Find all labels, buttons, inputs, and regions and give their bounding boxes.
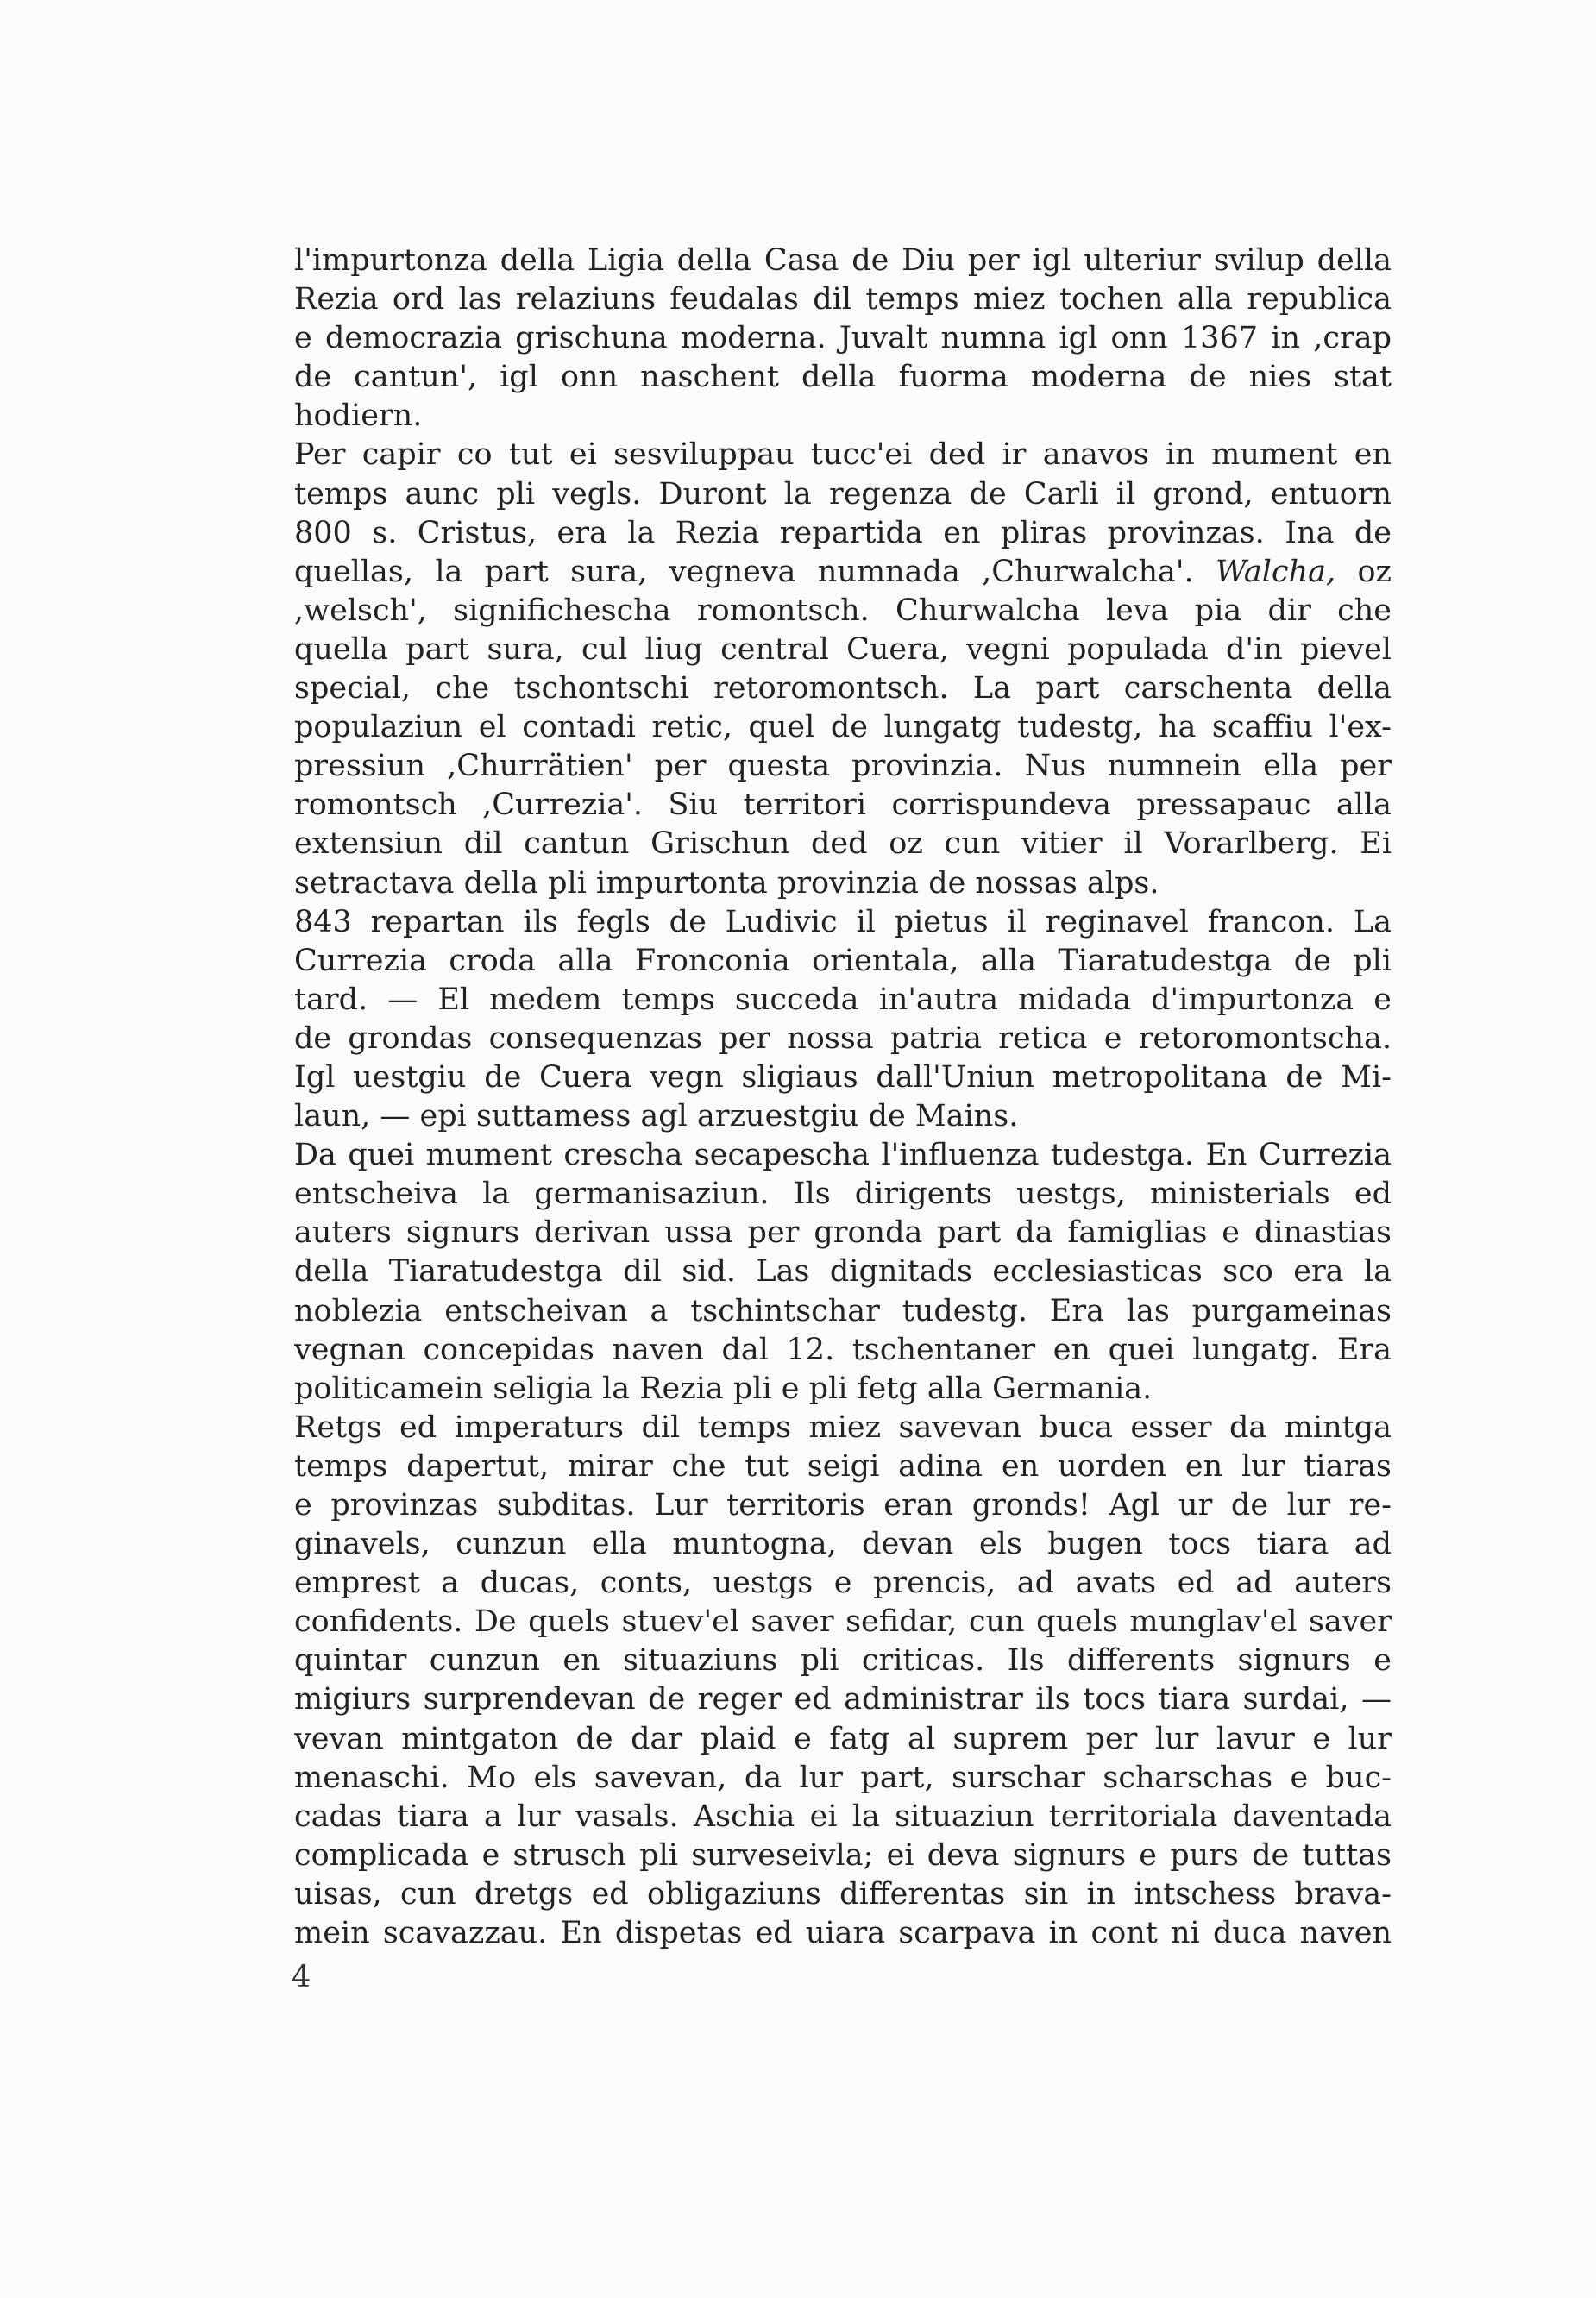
text-line: hodiern. (294, 399, 423, 434)
text-line: quellas, la part sura, vegneva numnada ,Churwalcha'. Walcha, oz (294, 554, 1392, 589)
text-line: de grondas consequenzas per nossa patria retica e retoromontscha. (294, 1020, 1392, 1056)
text-line: tard. — El medem temps succeda in'autra midada d'impurtonza e (294, 982, 1392, 1017)
emphasis-word: Walcha, (1216, 554, 1336, 589)
text-line: Retgs ed imperaturs dil temps miez savevan buca esser da mintga (294, 1410, 1392, 1445)
text-line: emprest a ducas, conts, uestgs e prencis, ad avats ed ad auters (294, 1566, 1392, 1601)
text-line: temps aunc pli vegls. Duront la regenza de Carli il grond, entuorn (294, 476, 1392, 512)
text-line: Da quei mument crescha secapescha l'influenza tudestga. En Currezia (294, 1138, 1392, 1173)
text-line: migiurs surprendevan de reger ed administrar ils tocs tiara surdai, — (294, 1682, 1392, 1717)
text-line: pressiun ,Churrätien' per questa provinzia. Nus numnein ella per (294, 749, 1392, 784)
text-line: e provinzas subditas. Lur territoris eran gronds! Agl ur de lur re- (294, 1488, 1392, 1523)
text-line: populaziun el contadi retic, quel de lungatg tudestg, ha scaffiu l'ex- (294, 710, 1392, 745)
text-line: de cantun', igl onn naschent della fuorma moderna de nies stat (294, 360, 1392, 395)
text-line: laun, — epi suttamess agl arzuestgiu de Mains. (294, 1099, 1019, 1134)
text-line: confidents. De quels stuev'el saver sefidar, cun quels munglav'el saver (294, 1604, 1392, 1640)
text-line: romontsch ,Currezia'. Siu territori corrispundeva pressapauc alla (294, 788, 1392, 823)
text-line: Igl uestgiu de Cuera vegn sligiaus dall'Uniun metropolitana de Mi- (294, 1059, 1392, 1095)
text-line: extensiun dil cantun Grischun ded oz cun vitier il Vorarlberg. Ei (294, 826, 1392, 862)
text-line: auters signurs derivan ussa per gronda part da famiglias e dinastias (294, 1215, 1392, 1251)
text-line: della Tiaratudestga dil sid. Las dignitads ecclesiasticas sco era la (294, 1254, 1392, 1290)
text-line: 800 s. Cristus, era la Rezia repartida en pliras provinzas. Ina de (294, 515, 1392, 550)
text-line: quintar cunzun en situaziuns pli criticas. Ils differents signurs e (294, 1643, 1392, 1679)
text-line: setractava della pli impurtonta provinzia de nossas alps. (294, 865, 1159, 901)
text-line: entscheiva la germanisaziun. Ils dirigents uestgs, ministerials ed (294, 1177, 1392, 1212)
text-line: temps dapertut, mirar che tut seigi adina en uorden en lur tiaras (294, 1448, 1392, 1484)
text-line: menaschi. Mo els savevan, da lur part, surschar scharschas e buc- (294, 1760, 1392, 1795)
text-line: ginavels, cunzun ella muntogna, devan els bugen tocs tiara ad (294, 1527, 1392, 1562)
text-line: complicada e strusch pli surveseivla; ei deva signurs e purs de tuttas (294, 1837, 1392, 1873)
text-line: mein scavazzau. En dispetas ed uiara scarpava in cont ni duca naven (294, 1916, 1392, 1951)
text-line: Per capir co tut ei sesviluppau tucc'ei ded ir anavos in mument en (294, 437, 1392, 473)
page-number: 4 (292, 1960, 311, 1994)
text-line: quella part sura, cul liug central Cuera, vegni populada d'in pievel (294, 631, 1392, 667)
text-line: l'impurtonza della Ligia della Casa de Diu per igl ulteriur svilup della (294, 243, 1392, 278)
text-line: politicamein seligia la Rezia pli e pli fetg alla Germania. (294, 1371, 1153, 1406)
text-line: e democrazia grischuna moderna. Juvalt numna igl onn 1367 in ,crap (294, 321, 1392, 356)
text-line: ,welsch', significhescha romontsch. Churwalcha leva pia dir che (294, 593, 1392, 628)
text-line: vegnan concepidas naven dal 12. tschentaner en quei lungatg. Era (294, 1332, 1392, 1367)
text-line: uisas, cun dretgs ed obligaziuns differentas sin in intschess brava- (294, 1876, 1392, 1912)
text-line: Rezia ord las relaziuns feudalas dil temps miez tochen alla republica (294, 282, 1392, 317)
text-line: vevan mintgaton de dar plaid e fatg al suprem per lur lavur e lur (294, 1721, 1392, 1756)
text-line: 843 repartan ils fegls de Ludivic il pietus il reginavel francon. La (294, 904, 1392, 939)
text-line: Currezia croda alla Fronconia orientala, alla Tiaratudestga de pli (294, 943, 1392, 978)
text-line: noblezia entscheivan a tschintschar tudestg. Era las purgameinas (294, 1293, 1392, 1328)
text-line: special, che tschontschi retoromontsch. La part carschenta della (294, 671, 1392, 706)
body-text (294, 242, 1392, 1953)
text-line: cadas tiara a lur vasals. Aschia ei la situaziun territoriala daventada (294, 1799, 1392, 1834)
